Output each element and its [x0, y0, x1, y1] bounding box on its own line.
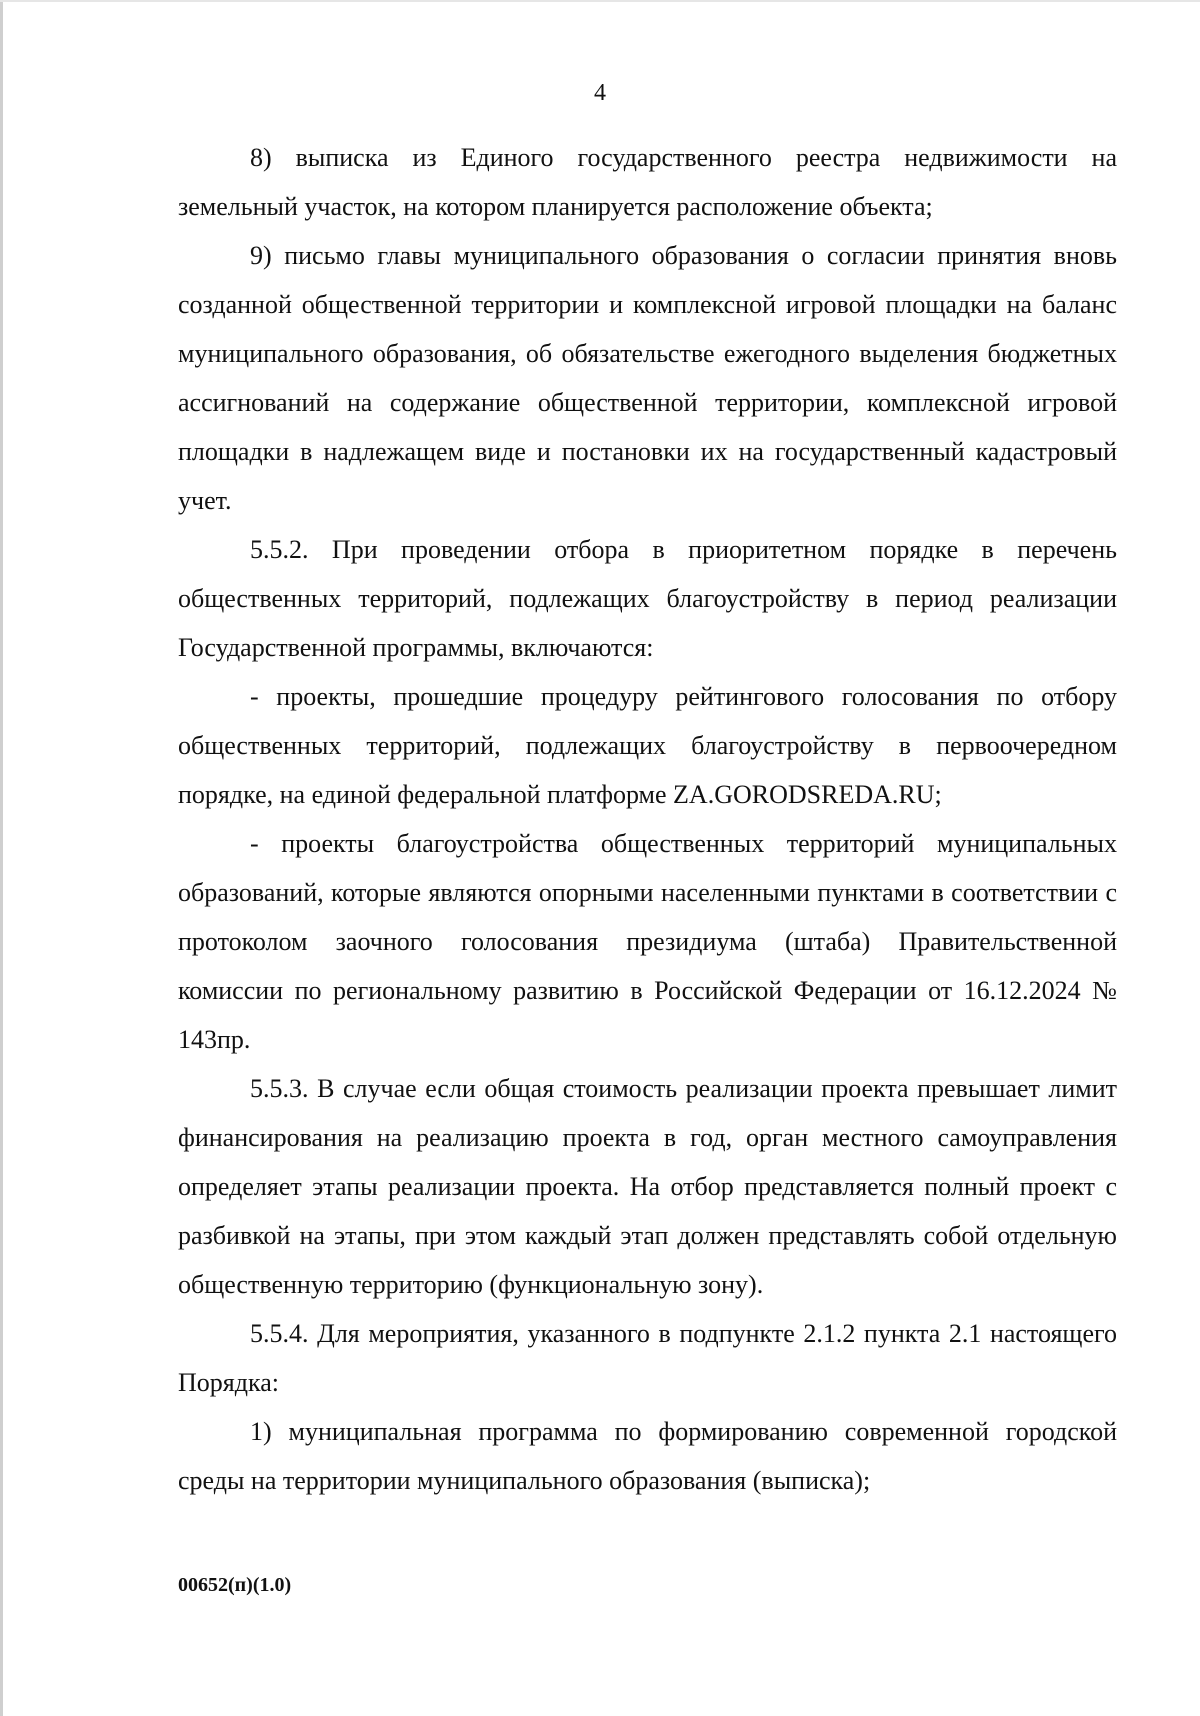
paragraph-bullet-rating-vote: - проекты, прошедшие процедуру рейтингового голосования по отбору общественных территорий, подлежащих благоустройству в первоочередном порядке, на единой федеральной платформе ZA.GORODSREDA.RU;	[178, 682, 1117, 809]
paragraph-item-9: 9) письмо главы муниципального образования о согласии принятия вновь созданной общественной территории и комплексной игровой площадки на баланс муниципального образования, об обязательстве ежегодного выделения бюджетных ассигнований на содержание общественной территории, комплексной игровой площадки в надлежащем виде и постановки их на государственный кадастровый учет.	[178, 241, 1117, 515]
paragraph-item-8: 8) выписка из Единого государственного реестра недвижимости на земельный участок, на котором планируется расположение объекта;	[178, 143, 1117, 221]
paragraph-bullet-support-settlements: - проекты благоустройства общественных территорий муниципальных образований, которые являются опорными населенными пунктами в соответствии с протоколом заочного голосования президиума (штаба) Правительственной комиссии по региональному развитию в Российской Федерации от 16.12.2024 № 143пр.	[178, 829, 1117, 1054]
scan-edge-top	[0, 0, 1200, 2]
page-number: 4	[594, 80, 606, 106]
document-code: 00652(п)(1.0)	[178, 1574, 292, 1596]
scan-edge	[0, 0, 3, 1716]
paragraph-item-1: 1) муниципальная программа по формированию современной городской среды на территории муниципального образования (выписка);	[178, 1417, 1117, 1495]
paragraph-5-5-3: 5.5.3. В случае если общая стоимость реализации проекта превышает лимит финансирования на реализацию проекта в год, орган местного самоуправления определяет этапы реализации проекта. На отбор представляется полный проект с разбивкой на этапы, при этом каждый этап должен представлять собой отдельную общественную территорию (функциональную зону).	[178, 1074, 1117, 1299]
paragraph-5-5-2: 5.5.2. При проведении отбора в приоритетном порядке в перечень общественных территорий, подлежащих благоустройству в период реализации Государственной программы, включаются:	[178, 535, 1117, 662]
document-body	[178, 133, 1117, 1505]
paragraph-5-5-4: 5.5.4. Для мероприятия, указанного в подпункте 2.1.2 пункта 2.1 настоящего Порядка:	[178, 1319, 1117, 1397]
